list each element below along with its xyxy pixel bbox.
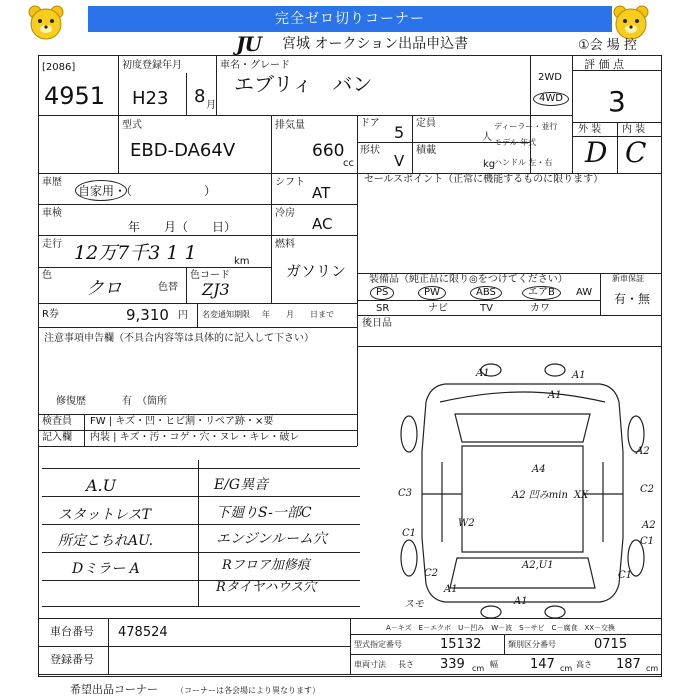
- displacement-unit: cc: [343, 158, 354, 169]
- width: 147: [530, 657, 555, 672]
- spec-model: 15132: [440, 637, 482, 652]
- interior-grade: C: [625, 136, 647, 169]
- length-label: 長さ: [398, 660, 414, 669]
- exterior-label: 外 装: [578, 124, 602, 135]
- inspection-label: 車検: [42, 208, 62, 219]
- dimension-label: 車両寸法: [354, 660, 386, 669]
- model: EBD-DA64V: [130, 140, 236, 161]
- remark-right-4: Rフロア加修痕: [222, 558, 310, 573]
- drive-4wd: 4WD: [533, 92, 569, 106]
- interior-label: 内 装: [622, 124, 646, 135]
- repair-value: 有 （箇所: [122, 396, 167, 407]
- car-name: エブリィ バン: [234, 72, 373, 96]
- reg-month: 8: [194, 86, 206, 107]
- sales-point-label: セールスポイント（正常に機能するものに限ります）: [364, 174, 604, 185]
- door-label: ドア: [360, 118, 380, 129]
- width-unit: cm: [560, 664, 573, 673]
- notice-value: 年 月 日まで: [262, 310, 334, 319]
- diagram-mark-a2-u1: A2,U1: [522, 560, 554, 571]
- sheet-code: [2086]: [42, 62, 76, 73]
- diagram-mark-a1-tl: A1: [476, 368, 490, 379]
- equipment-label: 装備品（純正品に限り◎をつけてください）: [369, 274, 568, 285]
- ju-logo: JU: [236, 32, 261, 56]
- model-year-label: モデル 年式: [494, 138, 537, 147]
- diagram-mark-a1-br: A1: [514, 596, 528, 607]
- shift: AT: [312, 184, 331, 202]
- load-label: 積載: [416, 145, 436, 156]
- car-number: 478524: [118, 625, 168, 640]
- color-code: ZJ3: [202, 280, 230, 299]
- model-label: 型式: [122, 120, 142, 131]
- auction-title: 宮城 オークション出品申込書: [282, 36, 469, 52]
- banner-title: 完全ゼロ切りコーナー: [88, 6, 612, 32]
- score: 3: [608, 85, 626, 118]
- diagram-mark-xx: XX: [574, 490, 589, 501]
- equip-airbag: エアB: [522, 286, 561, 300]
- history-label: 車歴: [42, 177, 62, 188]
- equip-abs: ABS: [470, 286, 502, 300]
- equip-tv: TV: [480, 303, 493, 314]
- displacement-label: 排気量: [275, 120, 305, 131]
- diagram-mark-w2: W2: [458, 518, 475, 529]
- color: クロ: [86, 278, 122, 299]
- car-name-label: 車名・グレード: [220, 60, 290, 71]
- diagram-mark-a1-bl: A1: [444, 584, 458, 595]
- reg-era: H23: [132, 88, 169, 109]
- equip-pw: PW: [418, 286, 446, 300]
- drive-2wd: 2WD: [538, 72, 562, 83]
- spec-class-label: 類別区分番号: [508, 640, 556, 649]
- diagram-mark-c3-left: C3: [398, 488, 413, 499]
- reg-month-unit: 月: [206, 100, 216, 111]
- mascot-right-icon: [612, 4, 650, 42]
- mileage-unit: km: [234, 256, 250, 267]
- cooling: AC: [312, 215, 333, 233]
- remark-left-2: スタットレスT: [58, 507, 151, 523]
- capacity-unit: 人: [482, 132, 492, 143]
- hope-corner-label: 希望出品コーナー: [70, 683, 158, 696]
- spec-model-label: 型式指定番号: [354, 640, 402, 649]
- diagram-mark-a2-right: A2: [636, 446, 650, 457]
- diagram-mark-c1-right: C1: [640, 536, 655, 547]
- capacity-label: 定員: [416, 118, 436, 129]
- exterior-grade: D: [585, 136, 608, 169]
- car-number-label: 車台番号: [50, 625, 94, 638]
- diagram-mark-c1-left: C1: [402, 528, 417, 539]
- venue-label: ①会 場 控: [578, 38, 637, 53]
- history-value: 自家用・（ ）: [78, 184, 217, 198]
- equip-sr: SR: [376, 303, 390, 314]
- inspector-label: 検査員: [42, 416, 72, 427]
- fuel-label: 燃料: [275, 239, 295, 250]
- length-unit: cm: [472, 664, 485, 673]
- mileage-label: 走行: [42, 239, 62, 250]
- remark-left-3: 所定こちれAU.: [58, 533, 154, 549]
- repair-label: 修復歴: [56, 396, 86, 407]
- remark-left-1: A.U: [86, 476, 117, 495]
- inspection-value: 年 月（ 日）: [128, 220, 237, 234]
- diagram-mark-a2-right-lower: A2: [642, 520, 656, 531]
- mascot-left-icon: [27, 4, 65, 42]
- color-code-label: 色コード: [190, 270, 230, 281]
- recycle-label: R券: [42, 309, 59, 320]
- cooling-label: 冷房: [275, 208, 295, 219]
- remark-right-3: エンジンルーム穴: [216, 531, 327, 547]
- load-unit: kg: [483, 159, 496, 170]
- remark-left-4: Dミラー A: [72, 561, 140, 577]
- equip-aw: AW: [576, 287, 593, 298]
- hope-corner-note: （コーナーは各会場により異なります）: [176, 686, 320, 695]
- color-label: 色: [42, 270, 52, 281]
- height: 187: [616, 657, 641, 672]
- inspector-codes: FW | キズ・凹・ヒビ割・リペア跡・×要: [90, 416, 274, 427]
- color-change-label: 色替: [158, 282, 178, 293]
- remark-right-2: 下廻りS-一部C: [216, 505, 312, 521]
- new-car-warranty-label: 新車保証: [612, 274, 644, 283]
- diagram-mark-a4: A4: [532, 464, 546, 475]
- equip-leather: カワ: [530, 303, 550, 314]
- diagram-mark-a2-roof: A2 凹みmin: [512, 490, 568, 501]
- entry-label: 記入欄: [42, 432, 72, 443]
- reg-number-label: 登録番号: [50, 653, 94, 666]
- recycle-unit: 円: [178, 310, 188, 321]
- score-label: 評 価 点: [584, 58, 624, 71]
- width-label: 幅: [490, 660, 498, 669]
- caution-label: 注意事項申告欄（不具合内容等は具体的に記入して下さい）: [44, 333, 314, 344]
- lot-number: 4951: [44, 82, 106, 110]
- diagram-mark-a1-hood: A1: [548, 390, 562, 401]
- equip-navi: ナビ: [428, 303, 448, 314]
- history-circle: [75, 180, 127, 201]
- diagram-mark-smo: スモ: [404, 599, 424, 610]
- diagram-mark-c1-rear: C1: [618, 570, 633, 581]
- remark-right-1: E/G異音: [214, 477, 269, 493]
- diagram-mark-a1-tr: A1: [572, 370, 586, 381]
- handle-label: ハンドル 左・右: [494, 158, 553, 167]
- spec-class: 0715: [594, 637, 628, 652]
- first-reg-label: 初度登録年月: [122, 60, 182, 71]
- diagram-mark-c2-right: C2: [640, 484, 655, 495]
- recycle-fee: 9,310: [126, 306, 169, 324]
- entry-codes: 内装 | キズ・汚・コゲ・穴・ヌレ・キレ・破レ: [90, 432, 300, 443]
- rear-note-label: 後日品: [362, 318, 392, 329]
- remark-right-5: Rタイヤハウス穴: [216, 580, 317, 595]
- length: 339: [440, 657, 465, 672]
- mileage: 12万7千3 1 1: [74, 242, 197, 264]
- dealer-label: ディーラー・並行: [494, 122, 558, 131]
- doors: 5: [394, 123, 405, 142]
- displacement: 660: [312, 141, 345, 161]
- shape-label: 形状: [360, 145, 380, 156]
- equip-ps: PS: [370, 286, 394, 300]
- fuel: ガソリン: [286, 262, 347, 280]
- shape: V: [394, 152, 405, 170]
- notice-label: 名変通知期限: [202, 310, 250, 319]
- damage-legend: A－キズ E－エクボ U－凹み W－波 S－サビ C－腐食 XX－交換: [386, 624, 616, 632]
- new-car-warranty: 有・無: [614, 292, 651, 306]
- diagram-mark-c2-left: C2: [424, 568, 439, 579]
- shift-label: シフト: [275, 177, 305, 188]
- height-label: 高さ: [576, 660, 592, 669]
- height-unit: cm: [646, 664, 659, 673]
